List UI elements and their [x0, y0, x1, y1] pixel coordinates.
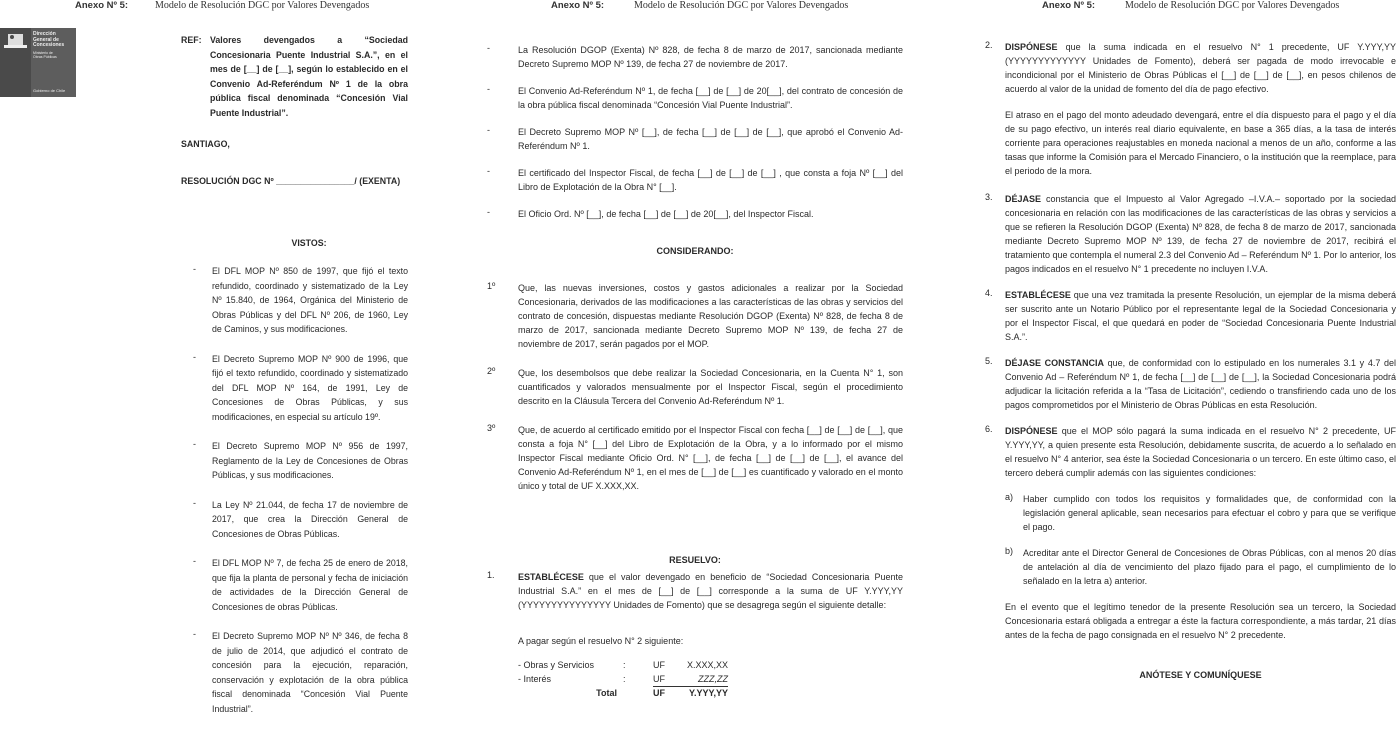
considerando-title: CONSIDERANDO: [656, 246, 734, 256]
resuelvo-title: RESUELVO: [669, 555, 721, 565]
list-item: - El DFL MOP Nº 7, de fecha 25 de enero de 2018, que fija la planta de personal y fecha de iniciación de actividades de la Dirección General de Concesiones de obras Públicas. [193, 556, 408, 612]
annex-label: Anexo Nº 5: [75, 0, 129, 11]
annex-title: Modelo de Resolución DGC por Valores Devengados [1125, 0, 1340, 11]
list-item: 2º Que, los desembolsos que debe realizar la Sociedad Concesionaria, en la Cuenta N° 1, son cuantificados y valorados mensualmente por el Inspector Fiscal, según el procedimiento descrito en la Cláusula Tercera del Convenio Ad-Referéndum Nº 1. [487, 366, 903, 406]
table-row: - Obras y Servicios : UF X.XXX,XX [518, 660, 728, 670]
list-item: - El DFL MOP Nº 850 de 1997, que fijó el texto refundido, coordinado y sistematizado de la Ley Nº 15.840, de 1964, Orgánica del Ministerio de Obras Públicas y del DFL Nº 206, de 1960, Ley de Caminos, y sus modificaciones. [193, 264, 408, 334]
resuelvo-item-2: 2. DISPÓNESE que la suma indicada en el resuelvo N° 1 precedente, UF Y.YYY,YY (YYYYYYYYYYYYY Unidades de Fomento), deberá ser pagada de modo irrevocable e incondicional por el Ministerio de Obras Públicas el [__] de [__] de [__], en pesos chilenos de acuerdo al valor de la unidad de fomento del día de pago efectivo. [985, 40, 1396, 94]
list-item: - El Convenio Ad-Referéndum Nº 1, de fecha [__] de [__] de 20[__], del contrato de concesión de la obra pública fiscal denominada “Concesión Vial Puente Industrial”. [487, 84, 903, 110]
table-row: Total UF Y.YYY,YY [596, 687, 728, 698]
condition-a: a) Haber cumplido con todos los requisitos y formalidades que, de conformidad con la legislación general aplicable, sean necesarios para efectuar el cobro y para que se verifique el pago. [1005, 492, 1396, 532]
final-paragraph: En el evento que el legítimo tenedor de la presente Resolución sea un tercero, la Sociedad Concesionaria estará obligada a entregar a éste la factura correspondiente, a más tardar, 21 días antes de la fecha de pago consignada en el resuelvo N° 2 precedente. [1005, 602, 1396, 640]
resuelvo-continued [985, 40, 1396, 682]
city: SANTIAGO, [181, 139, 230, 149]
resuelvo-item-1: 1. ESTABLÉCESE que el valor devengado en beneficio de “Sociedad Concesionaria Puente Industrial S.A.” en el mes de [__] de [__] corresponde a la suma de UF Y.YYY,YY (YYYYYYYYYYYYYYY Unidades de Fomento) que se desagrega según el siguiente detalle: [487, 570, 903, 610]
delay-paragraph: El atraso en el pago del monto adeudado devengará, entre el día dispuesto para el pago y el día de su pago efectivo, un interés real diario equivalente, en base a 365 días, a la tasa de interés corriente para operaciones reajustables en moneda nacional a menos de un año, conforme a las tasas que informe la Comisión para el Mercado Financiero, o la institución que la reemplace, para el periodo de la mora. [1005, 110, 1396, 176]
ref-text: Valores devengados a “Sociedad Concesionaria Puente Industrial S.A.”, en el mes de [__] de [__], según lo establecido en el Convenio Ad-Referéndum Nº 1 de la obra pública fiscal denominada “Concesión Vial Puente Industrial”. [210, 35, 408, 118]
coat-of-arms-icon [0, 28, 31, 97]
resuelvo-item-4: 4. ESTABLÉCESE que una vez tramitada la presente Resolución, un ejemplar de la misma deberá ser suscrito ante un Notario Público por el representante legal de la Sociedad Concesionaria y por el Inspector Fiscal, el que quedará en poder de “Sociedad Concesionaria Puente Industrial S.A.”. [985, 288, 1396, 342]
annex-label: Anexo Nº 5: [1042, 0, 1096, 11]
resuelvo-item-5: 5. DÉJASE CONSTANCIA que, de conformidad con lo estipulado en los numerales 3.1 y 4.7 del Convenio Ad – Referéndum Nº 1, de fecha [__] de [__] de [__], la Sociedad Concesionaria podrá adjudicar la licitación referida a la “Tasa de Licitación”, cediendo o transfiriendo cada uno de los pagos comprometidos por el Ministerio de Obras Públicas en esta Resolución. [985, 356, 1396, 410]
vistos-title: VISTOS: [291, 238, 327, 248]
logo-footer: Gobierno de Chile [33, 88, 66, 93]
closing: ANÓTESE Y COMUNÍQUESE [1139, 670, 1262, 680]
resolution-number: RESOLUCIÓN DGC Nº ________________/ (EXENTA) [181, 176, 401, 186]
annex-title: Modelo de Resolución DGC por Valores Devengados [155, 0, 370, 11]
list-item: - La Ley Nº 21.044, de fecha 17 de noviembre de 2017, que crea la Dirección General de Concesiones de Obras Públicas. [193, 497, 408, 539]
vistos-list-continued [487, 43, 903, 234]
annex-label: Anexo Nº 5: [551, 0, 605, 11]
pay-intro: A pagar según el resuelvo N° 2 siguiente: [518, 636, 684, 646]
dgc-logo [0, 28, 76, 97]
logo-text: Dirección General de Concesiones Ministerio de Obras Públicas [33, 31, 65, 59]
list-item: - La Resolución DGOP (Exenta) Nº 828, de fecha 8 de marzo de 2017, sancionada mediante Decreto Supremo MOP Nº 139, de fecha 27 de noviembre de 2017. [487, 43, 903, 69]
resuelvo-item-3: 3. DÉJASE constancia que el Impuesto al Valor Agregado –I.V.A.– soportado por la sociedad concesionaria en relación con las modificaciones de las características de las obras y servicios a que se refieren la Resolución DGOP (Exenta) Nº 828, de fecha 8 de marzo de 2017, sancionada mediante Decreto Supremo MOP Nº 139, de fecha 27 de noviembre de 2017, recibirá el tratamiento que contempla el numeral 2.3 del Convenio Ad – Referéndum Nº 1. Por lo anterior, los pagos indicados en el resuelvo N° 1 precedente no incluyen I.V.A. [985, 192, 1397, 274]
list-item: - El Decreto Supremo MOP Nº 900 de 1996, que fijó el texto refundido, coordinado y sistematizado del DFL MOP Nº 164, de 1991, Ley de Concesiones de Obras Públicas, y sus modificaciones, en especial su artículo 19º. [193, 351, 408, 422]
amounts-table [518, 659, 728, 701]
list-item: - El Decreto Supremo MOP Nº Nº 346, de fecha 8 de julio de 2014, que adjudicó el contrato de concesión para la ejecución, reparación, conservación y explotación de la obra pública fiscal denominada “Concesión Vial Puente Industrial”. [193, 629, 408, 714]
list-item: - El certificado del Inspector Fiscal, de fecha [__] de [__] de [__] , que consta a foja Nº [__] del Libro de Explotación de la Obra N° [__]. [487, 166, 903, 192]
resuelvo-item-6: 6. DISPÓNESE que el MOP sólo pagará la suma indicada en el resuelvo N° 2 precedente, UF Y.YYY,YY, a quien presente esta Resolución, debidamente suscrita, de acuerdo a lo señalado en el resuelvo N° 4 anterior, sea éste la Sociedad Concesionaria o un tercero. En este último caso, el tercero deberá cumplir además con las siguientes condiciones: [985, 424, 1396, 478]
annex-title: Modelo de Resolución DGC por Valores Devengados [634, 0, 849, 11]
list-item: - El Decreto Supremo MOP Nº [__], de fecha [__] de [__] de [__], que aprobó el Convenio Ad-Referéndum Nº 1. [487, 125, 903, 151]
list-item: 3º Que, de acuerdo al certificado emitido por el Inspector Fiscal con fecha [__] de [__] de [__], que consta a foja N° [__] del Libro de Explotación de la Obra, y a lo informado por el mismo Inspector Fiscal mediante Oficio Ord. N° [__], de fecha [__] de [__] de [__], el avance del Convenio Ad-Referéndum Nº 1, en el mes de [__] de [__] es cuantificado y valorado en el monto único y total de UF X.XXX,XX. [487, 423, 903, 491]
table-row: - Interés : UF ZZZ,ZZ [518, 673, 728, 687]
list-item: 1º Que, las nuevas inversiones, costos y gastos adicionales a realizar por la Sociedad Concesionaria, derivados de las modificaciones a las características de las obras y servicios del contrato de concesión, dispuestas mediante Resolución DGOP (Exenta) Nº 828, de fecha 8 de marzo de 2017, sancionada mediante Decreto Supremo MOP Nº 139, de fecha 27 de noviembre de 2017, serán pagados por el MOP. [487, 281, 903, 349]
vistos-list [193, 264, 408, 731]
considerando-list [487, 281, 903, 508]
ref-label: REF: [181, 35, 202, 45]
condition-b: b) Acreditar ante el Director General de Concesiones de Obras Públicas, con al menos 20 días de antelación al día de vencimiento del plazo fijado para el pago, el cumplimiento de lo señalado en la letra a) anterior. [1005, 546, 1396, 586]
list-item: - El Oficio Ord. Nº [__], de fecha [__] de [__] de 20[__], del Inspector Fiscal. [487, 207, 814, 219]
list-item: - El Decreto Supremo MOP Nº 956 de 1997, Reglamento de la Ley de Concesiones de Obras Públicas, y sus modificaciones. [193, 439, 408, 480]
